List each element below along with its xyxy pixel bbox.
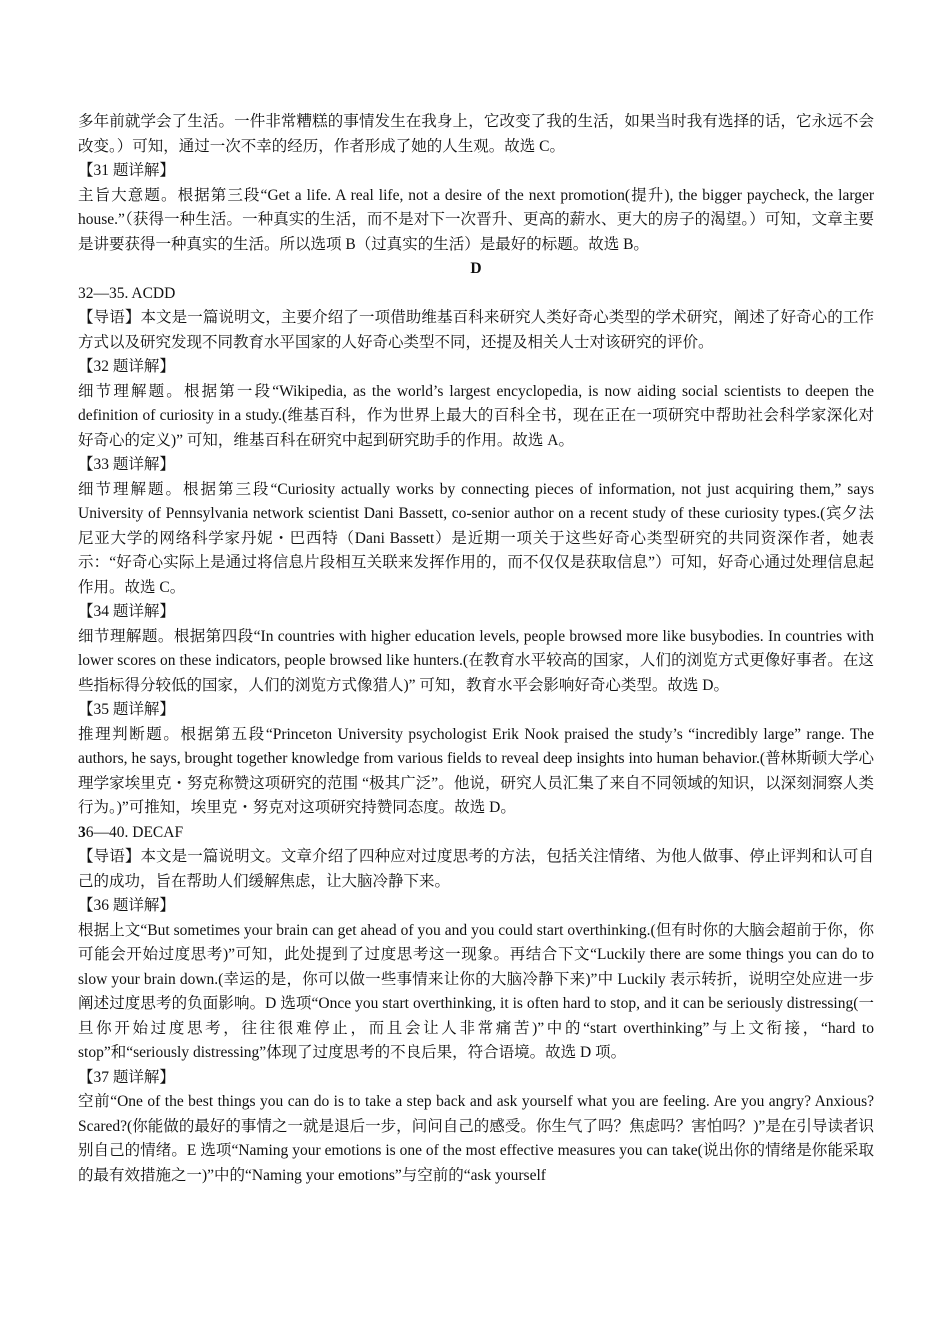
q34-heading: 【34 题详解】 — [78, 603, 175, 620]
q32-explanation: 细节理解题。根据第一段“Wikipedia, as the world’s largest encyclopedia, is now aiding social scientists to deepen the definition of curiosity in a study.(维基百科，作为世界上最大的百科全书，现在正在一项研究中帮助社会科学家深化对好奇心的定义)” 可知，维基百科在研究中起到研究助手的作用。故选 A。 — [78, 382, 874, 449]
paragraph-30-explanation-end: 多年前就学会了生活。一件非常糟糕的事情发生在我身上，它改变了我的生活，如果当时我有选择的话，它永远不会改变。）可知，通过一次不幸的经历，作者形成了她的人生观。故选 C。 — [78, 113, 874, 155]
passage-d-intro: 【导语】本文是一篇说明文，主要介绍了一项借助维基百科来研究人类好奇心类型的学术研究，阐述了好奇心的工作方式以及研究发现不同教育水平国家的人好奇心类型不同，还提及相关人士对该研究的评价。 — [78, 309, 874, 351]
q33-heading: 【33 题详解】 — [78, 456, 175, 473]
answers-32-35: 32—35. ACDD — [78, 284, 176, 302]
q33-explanation: 细节理解题。根据第三段“Curiosity actually works by connecting pieces of information, not just acquiring them,” says University of Pennsylvania network scientist Dani Bassett, co-senior author on a recent study of these curiosity types.(宾夕法尼亚大学的网络科学家丹妮・巴西特（Dani Bassett）是近期一项关于这些好奇心类型研究的共同资深作者，她表示：“好奇心实际上是通过将信息片段相互关联来发挥作用的，而不仅仅是获取信息”）可知，好奇心通过处理信息起作用。故选 C。 — [78, 480, 874, 596]
q37-explanation: 空前“One of the best things you can do is to take a step back and ask yourself what you are feeling. Are you angry? Anxious? Scared?(你能做的最好的事情之一就是退后一步，问问自己的感受。你生气了吗？焦虑吗？害怕吗？)”是在引导读者识别自己的情绪。E 选项“Naming your emotions is one of the most effective measures you can take(说出你的情绪是你能采取的最有效措施之一)”中的“Naming your emotions”与空前的“ask yourself — [78, 1093, 874, 1184]
q36-explanation: 根据上文“But sometimes your brain can get ahead of you and you could start overthinking.(但有时你的大脑会超前于你，你可能会开始过度思考)”可知，此处提到了过度思考这一现象。再结合下文“Luckily there are some things you can do to slow your brain down.(幸运的是，你可以做一些事情来让你的大脑冷静下来)”中 Luckily 表示转折，说明空处应进一步阐述过度思考的负面影响。D 选项“Once you start overthinking, it is often hard to stop, and it can be seriously distressing(一旦你开始过度思考，往往很难停止，而且会让人非常痛苦)”中的“start overthinking”与上文衔接，“hard to stop”和“seriously distressing”体现了过度思考的不良后果，符合语境。故选 D 项。 — [78, 921, 874, 1061]
answers-36-40-rest: 6—40. DECAF — [85, 823, 184, 841]
q35-explanation: 推理判断题。根据第五段“Princeton University psychologist Erik Nook praised the study’s “incredibly large” range. The authors, he says, brought together knowledge from various fields to reveal deep insights into human behavior.(普林斯顿大学心理学家埃里克・努克称赞这项研究的范围 “极其广泛”。他说，研究人员汇集了来自不同领域的知识，以深刻洞察人类行为。)”可推知，埃里克・努克对这项研究持赞同态度。故选 D。 — [78, 725, 874, 816]
section-d-heading: D — [470, 260, 482, 277]
q36-heading: 【36 题详解】 — [78, 897, 175, 914]
q32-heading: 【32 题详解】 — [78, 358, 175, 375]
q34-explanation: 细节理解题。根据第四段“In countries with higher education levels, people browsed more like busybodies. In countries with lower scores on these indicators, people browsed like hunters.(在教育水平较高的国家，人们的浏览方式更像好事者。在这些指标得分较低的国家，人们的浏览方式像猎人)” 可知，教育水平会影响好奇心类型。故选 D。 — [78, 627, 874, 694]
passage-e-intro: 【导语】本文是一篇说明文。文章介绍了四种应对过度思考的方法，包括关注情绪、为他人做事、停止评判和认可自己的成功，旨在帮助人们缓解焦虑，让大脑冷静下来。 — [78, 848, 874, 890]
answers-36-40-bold-digit: 3 — [78, 823, 86, 841]
document-page — [78, 110, 874, 1188]
answers-36-40 — [78, 821, 874, 846]
q31-heading: 【31 题详解】 — [78, 162, 175, 179]
q37-heading: 【37 题详解】 — [78, 1068, 175, 1086]
q35-heading: 【35 题详解】 — [78, 701, 175, 718]
q31-explanation: 主旨大意题。根据第三段“Get a life. A real life, not a desire of the next promotion(提升), the bigger paycheck, the larger house.”（获得一种生活。一种真实的生活，而不是对下一次晋升、更高的薪水、更大的房子的渴望。）可知，文章主要是讲要获得一种真实的生活。所以选项 B（过真实的生活）是最好的标题。故选 B。 — [78, 186, 874, 253]
